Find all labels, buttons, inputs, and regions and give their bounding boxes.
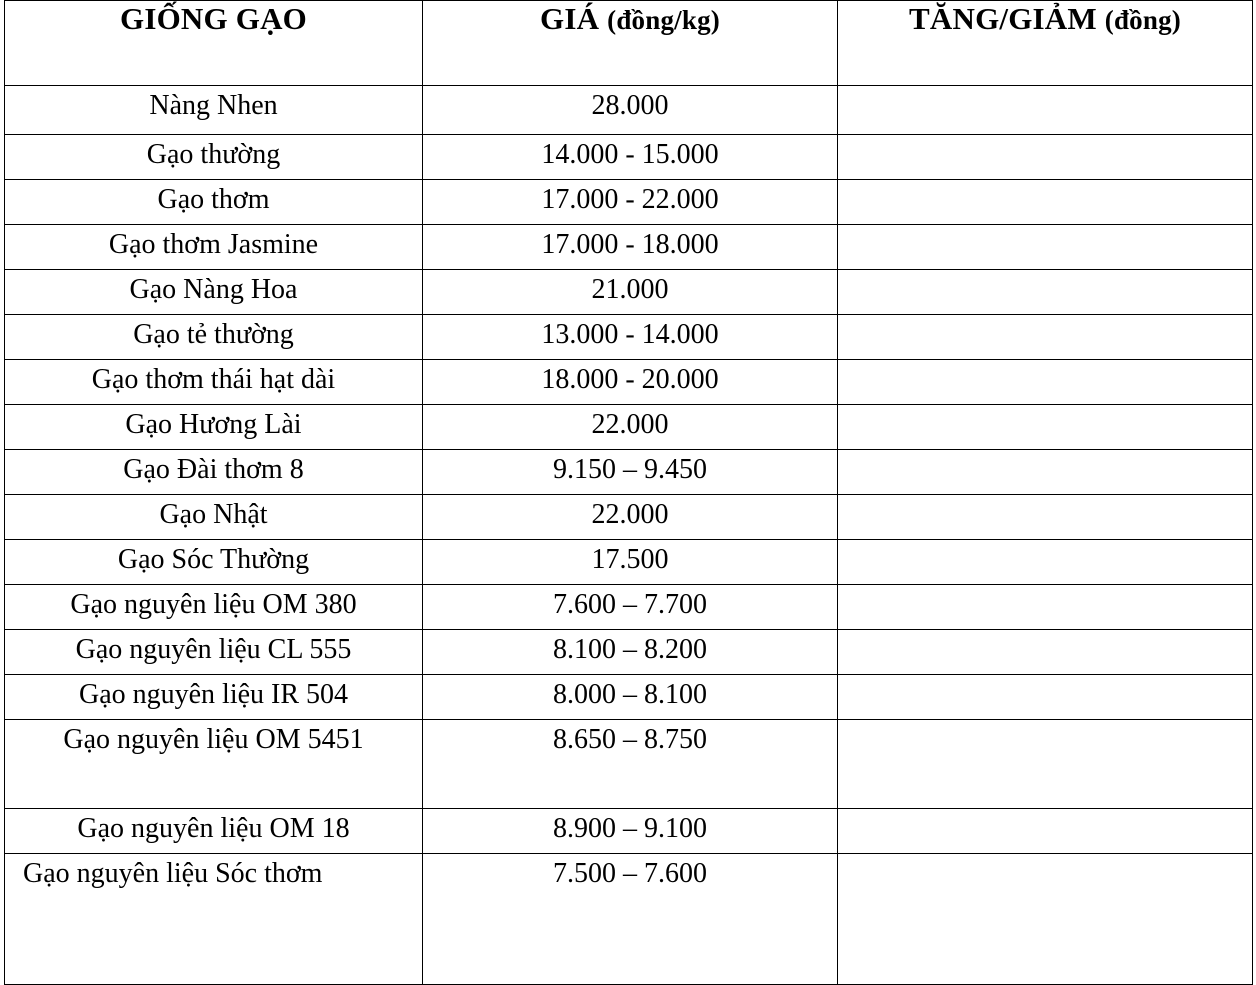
- table-body: [5, 86, 1253, 985]
- cell-change: [838, 225, 1253, 270]
- cell-price: 21.000: [423, 270, 838, 315]
- column-header-change-unit: (đồng): [1104, 5, 1181, 35]
- cell-variety: Gạo nguyên liệu OM 380: [5, 585, 423, 630]
- cell-change: [838, 720, 1253, 809]
- column-header-price-label: GIÁ: [540, 1, 608, 36]
- table-row: [5, 854, 1253, 985]
- cell-variety: Gạo nguyên liệu Sóc thơm: [5, 854, 423, 985]
- cell-change: [838, 495, 1253, 540]
- column-header-variety: [5, 1, 423, 86]
- cell-change: [838, 675, 1253, 720]
- column-header-price: [423, 1, 838, 86]
- cell-change: [838, 270, 1253, 315]
- table-row: [5, 225, 1253, 270]
- cell-price: 17.000 - 18.000: [423, 225, 838, 270]
- cell-variety: Gạo nguyên liệu OM 18: [5, 809, 423, 854]
- table-row: [5, 180, 1253, 225]
- cell-variety: Gạo Nàng Hoa: [5, 270, 423, 315]
- cell-price: 22.000: [423, 495, 838, 540]
- column-header-change-label: TĂNG/GIẢM: [909, 1, 1105, 36]
- table-row: [5, 360, 1253, 405]
- table-row: [5, 405, 1253, 450]
- table-row: [5, 675, 1253, 720]
- cell-variety: Gạo Sóc Thường: [5, 540, 423, 585]
- column-header-change: [838, 1, 1253, 86]
- cell-change: [838, 86, 1253, 135]
- cell-price: 7.500 – 7.600: [423, 854, 838, 985]
- cell-price: 17.500: [423, 540, 838, 585]
- cell-change: [838, 360, 1253, 405]
- column-header-price-unit: (đồng/kg): [607, 5, 720, 35]
- cell-price: 8.900 – 9.100: [423, 809, 838, 854]
- table-row: [5, 630, 1253, 675]
- cell-price: 28.000: [423, 86, 838, 135]
- cell-price: 9.150 – 9.450: [423, 450, 838, 495]
- cell-change: [838, 540, 1253, 585]
- cell-price: 8.100 – 8.200: [423, 630, 838, 675]
- cell-variety: Gạo Đài thơm 8: [5, 450, 423, 495]
- cell-price: 14.000 - 15.000: [423, 135, 838, 180]
- cell-price: 18.000 - 20.000: [423, 360, 838, 405]
- table-header-row: [5, 1, 1253, 86]
- table-row: [5, 809, 1253, 854]
- table-row: [5, 270, 1253, 315]
- cell-change: [838, 854, 1253, 985]
- cell-variety: Gạo thơm thái hạt dài: [5, 360, 423, 405]
- cell-variety: Gạo nguyên liệu OM 5451: [5, 720, 423, 809]
- cell-variety: Gạo thơm: [5, 180, 423, 225]
- table-row: [5, 540, 1253, 585]
- cell-change: [838, 630, 1253, 675]
- cell-variety: Gạo nguyên liệu IR 504: [5, 675, 423, 720]
- cell-variety: Gạo Nhật: [5, 495, 423, 540]
- table-row: [5, 135, 1253, 180]
- rice-price-table: [4, 0, 1253, 985]
- cell-change: [838, 405, 1253, 450]
- table-row: [5, 495, 1253, 540]
- cell-variety: Gạo Hương Lài: [5, 405, 423, 450]
- cell-change: [838, 809, 1253, 854]
- cell-variety: Gạo nguyên liệu CL 555: [5, 630, 423, 675]
- cell-variety: Gạo thường: [5, 135, 423, 180]
- cell-change: [838, 450, 1253, 495]
- cell-price: 13.000 - 14.000: [423, 315, 838, 360]
- table-header: [5, 1, 1253, 86]
- cell-change: [838, 180, 1253, 225]
- table-row: [5, 720, 1253, 809]
- cell-price: 22.000: [423, 405, 838, 450]
- table-row: [5, 450, 1253, 495]
- cell-variety: Gạo tẻ thường: [5, 315, 423, 360]
- column-header-variety-label: GIỐNG GẠO: [120, 1, 307, 36]
- cell-variety: Gạo thơm Jasmine: [5, 225, 423, 270]
- table-row: [5, 585, 1253, 630]
- cell-price: 8.650 – 8.750: [423, 720, 838, 809]
- table-row: [5, 86, 1253, 135]
- cell-change: [838, 315, 1253, 360]
- cell-price: 7.600 – 7.700: [423, 585, 838, 630]
- cell-variety: Nàng Nhen: [5, 86, 423, 135]
- table-row: [5, 315, 1253, 360]
- cell-change: [838, 135, 1253, 180]
- cell-price: 17.000 - 22.000: [423, 180, 838, 225]
- cell-price: 8.000 – 8.100: [423, 675, 838, 720]
- cell-change: [838, 585, 1253, 630]
